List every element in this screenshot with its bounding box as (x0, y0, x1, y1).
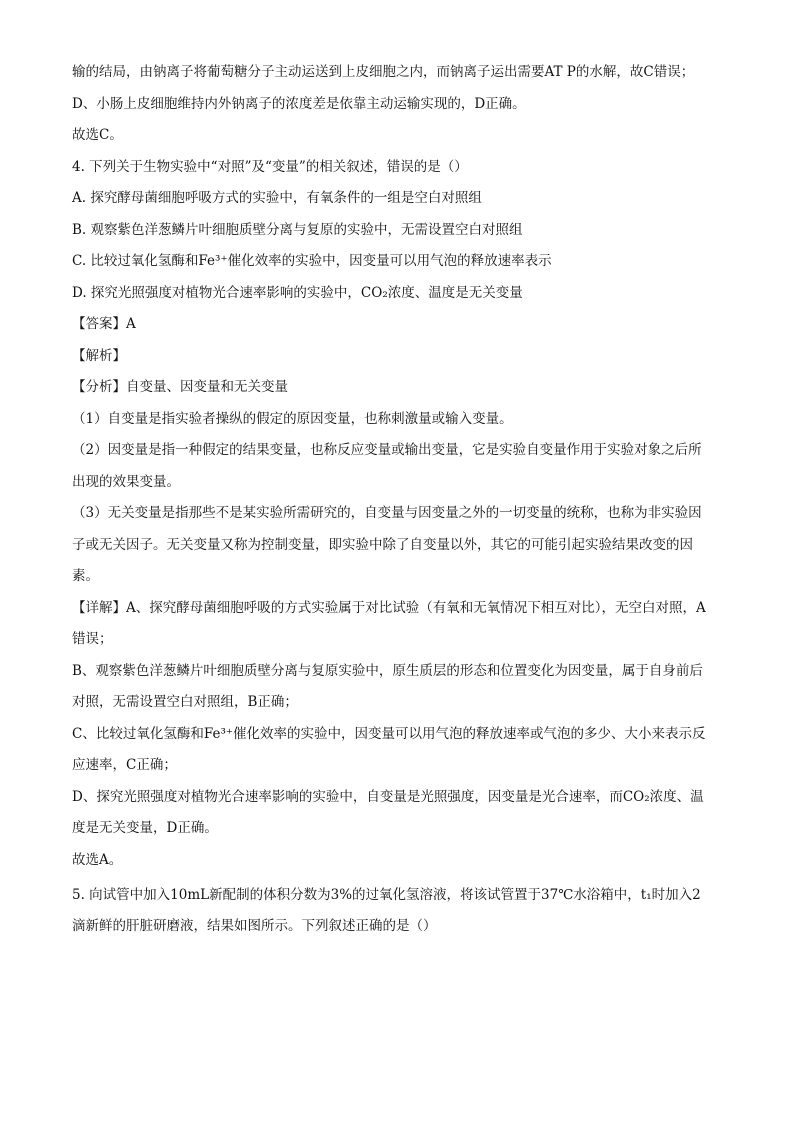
option-b: B. 观察紫色洋葱鳞片叶细胞质壁分离与复原的实验中，无需设置空白对照组 (72, 221, 523, 238)
text-line: （3）无关变量是指那些不是某实验所需研究的，自变量与因变量之外的一切变量的统称，也称为非实验因 (72, 505, 702, 521)
option-d: D. 探究光照强度对植物光合速率影响的实验中，CO₂浓度、温度是无关变量 (72, 284, 523, 301)
text-line: 故选C。 (72, 127, 123, 143)
text-line: D、小肠上皮细胞维持内外钠离子的浓度差是依靠主动运输实现的，D正确。 (72, 95, 526, 112)
answer-label: 【答案】A (72, 316, 136, 332)
text-line: （1）自变量是指实验者操纵的假定的原因变量，也称刺激量或输入变量。 (72, 410, 513, 427)
text-line: 度是无关变量，D正确。 (72, 820, 218, 836)
question-4-stem: 4. 下列关于生物实验中“对照”及“变量”的相关叙述，错误的是（） (72, 158, 468, 175)
text-line: D、探究光照强度对植物光合速率影响的实验中，自变量是光照强度，因变量是光合速率，而CO₂浓度、温 (72, 788, 704, 805)
text-line: 故选A。 (72, 851, 123, 868)
text-line: B、观察紫色洋葱鳞片叶细胞质壁分离与复原实验中，原生质层的形态和位置变化为因变量，属于自身前后 (72, 662, 703, 679)
text-line: 应速率，C正确； (72, 757, 177, 773)
text-line: 素。 (72, 568, 99, 584)
text-line: 滴新鲜的肝脏研磨液，结果如图所示。下列叙述正确的是（） (72, 918, 437, 934)
document-page (72, 62, 732, 936)
text-line: 对照，无需设置空白对照组，B正确； (72, 694, 298, 710)
text-line: 出现的效果变量。 (72, 473, 180, 490)
question-5-stem: 5. 向试管中加入10mL新配制的体积分数为3%的过氧化氢溶液，将该试管置于37℃水浴箱中，t₁时加入2 (72, 886, 701, 903)
text-line: 输的结局，由钠离子将葡萄糖分子主动运送到上皮细胞之内，而钠离子运出需要AT P的水解，故C错误； (72, 64, 695, 80)
text-line: 错误； (72, 631, 113, 647)
text-line: （2）因变量是指一种假定的结果变量，也称反应变量或输出变量，它是实验自变量作用于实验对象之后所 (72, 442, 702, 458)
text-line: 子或无关因子。无关变量又称为控制变量，即实验中除了自变量以外，其它的可能引起实验结果改变的因 (72, 536, 693, 553)
option-a: A. 探究酵母菌细胞呼吸方式的实验中，有氧条件的一组是空白对照组 (72, 190, 482, 206)
text-line: C、比较过氧化氢酶和Fe³⁺催化效率的实验中，因变量可以用气泡的释放速率或气泡的多少、大小来表示反 (72, 725, 706, 742)
analysis-heading: 【解析】 (72, 347, 126, 364)
option-c: C. 比较过氧化氢酶和Fe³⁺催化效率的实验中，因变量可以用气泡的释放速率表示 (72, 253, 552, 269)
analysis-subheading: 【分析】自变量、因变量和无关变量 (72, 379, 288, 395)
detail-heading-line: 【详解】A、探究酵母菌细胞呼吸的方式实验属于对比试验（有氧和无氧情况下相互对比），无空白对照，A (72, 599, 706, 616)
